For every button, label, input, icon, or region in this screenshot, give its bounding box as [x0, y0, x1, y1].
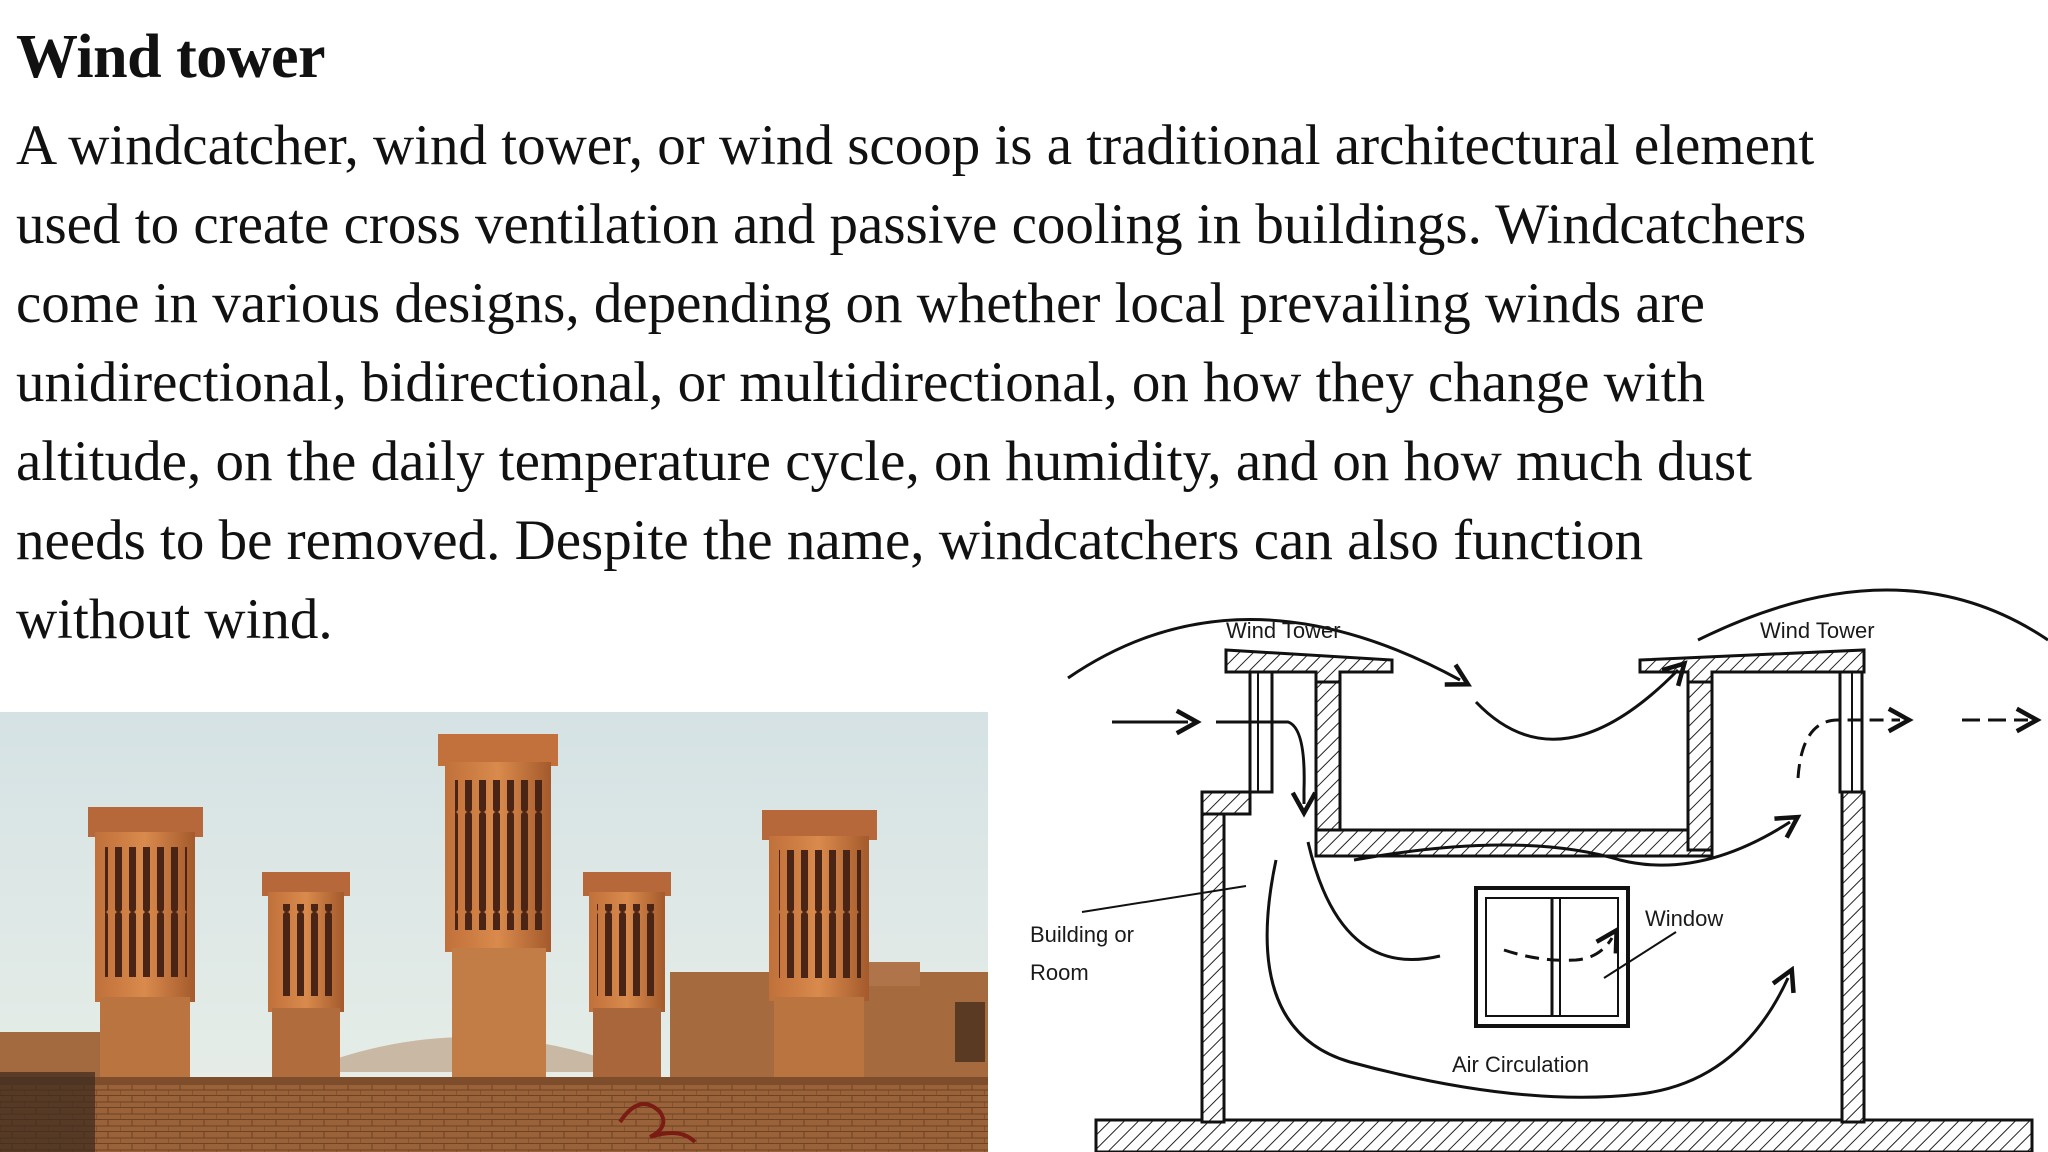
building-label-line1: Building or [1030, 922, 1134, 947]
wind-tower-left-label: Wind Tower [1226, 618, 1341, 643]
wind-tower-right-label: Wind Tower [1760, 618, 1875, 643]
building-label-line2: Room [1030, 960, 1089, 985]
wind-towers-photo [0, 712, 988, 1152]
paragraph-line: come in various designs, depending on whether local prevailing winds are [16, 272, 1705, 335]
paragraph-line: altitude, on the daily temperature cycle, on humidity, and on how much dust [16, 430, 1752, 493]
paragraph-line: without wind. [16, 588, 333, 651]
window-label: Window [1645, 906, 1724, 931]
paragraph-line: needs to be removed. Despite the name, windcatchers can also function [16, 509, 1644, 572]
paragraph-line: unidirectional, bidirectional, or multidirectional, on how they change with [16, 351, 1705, 414]
paragraph-line: used to create cross ventilation and passive cooling in buildings. Windcatchers [16, 193, 1807, 256]
paragraph-line: A windcatcher, wind tower, or wind scoop is a traditional architectural element [16, 114, 1815, 177]
page-title: Wind tower [16, 23, 326, 91]
wind-tower-diagram [1020, 560, 2048, 1152]
air-circulation-label: Air Circulation [1452, 1052, 1589, 1077]
